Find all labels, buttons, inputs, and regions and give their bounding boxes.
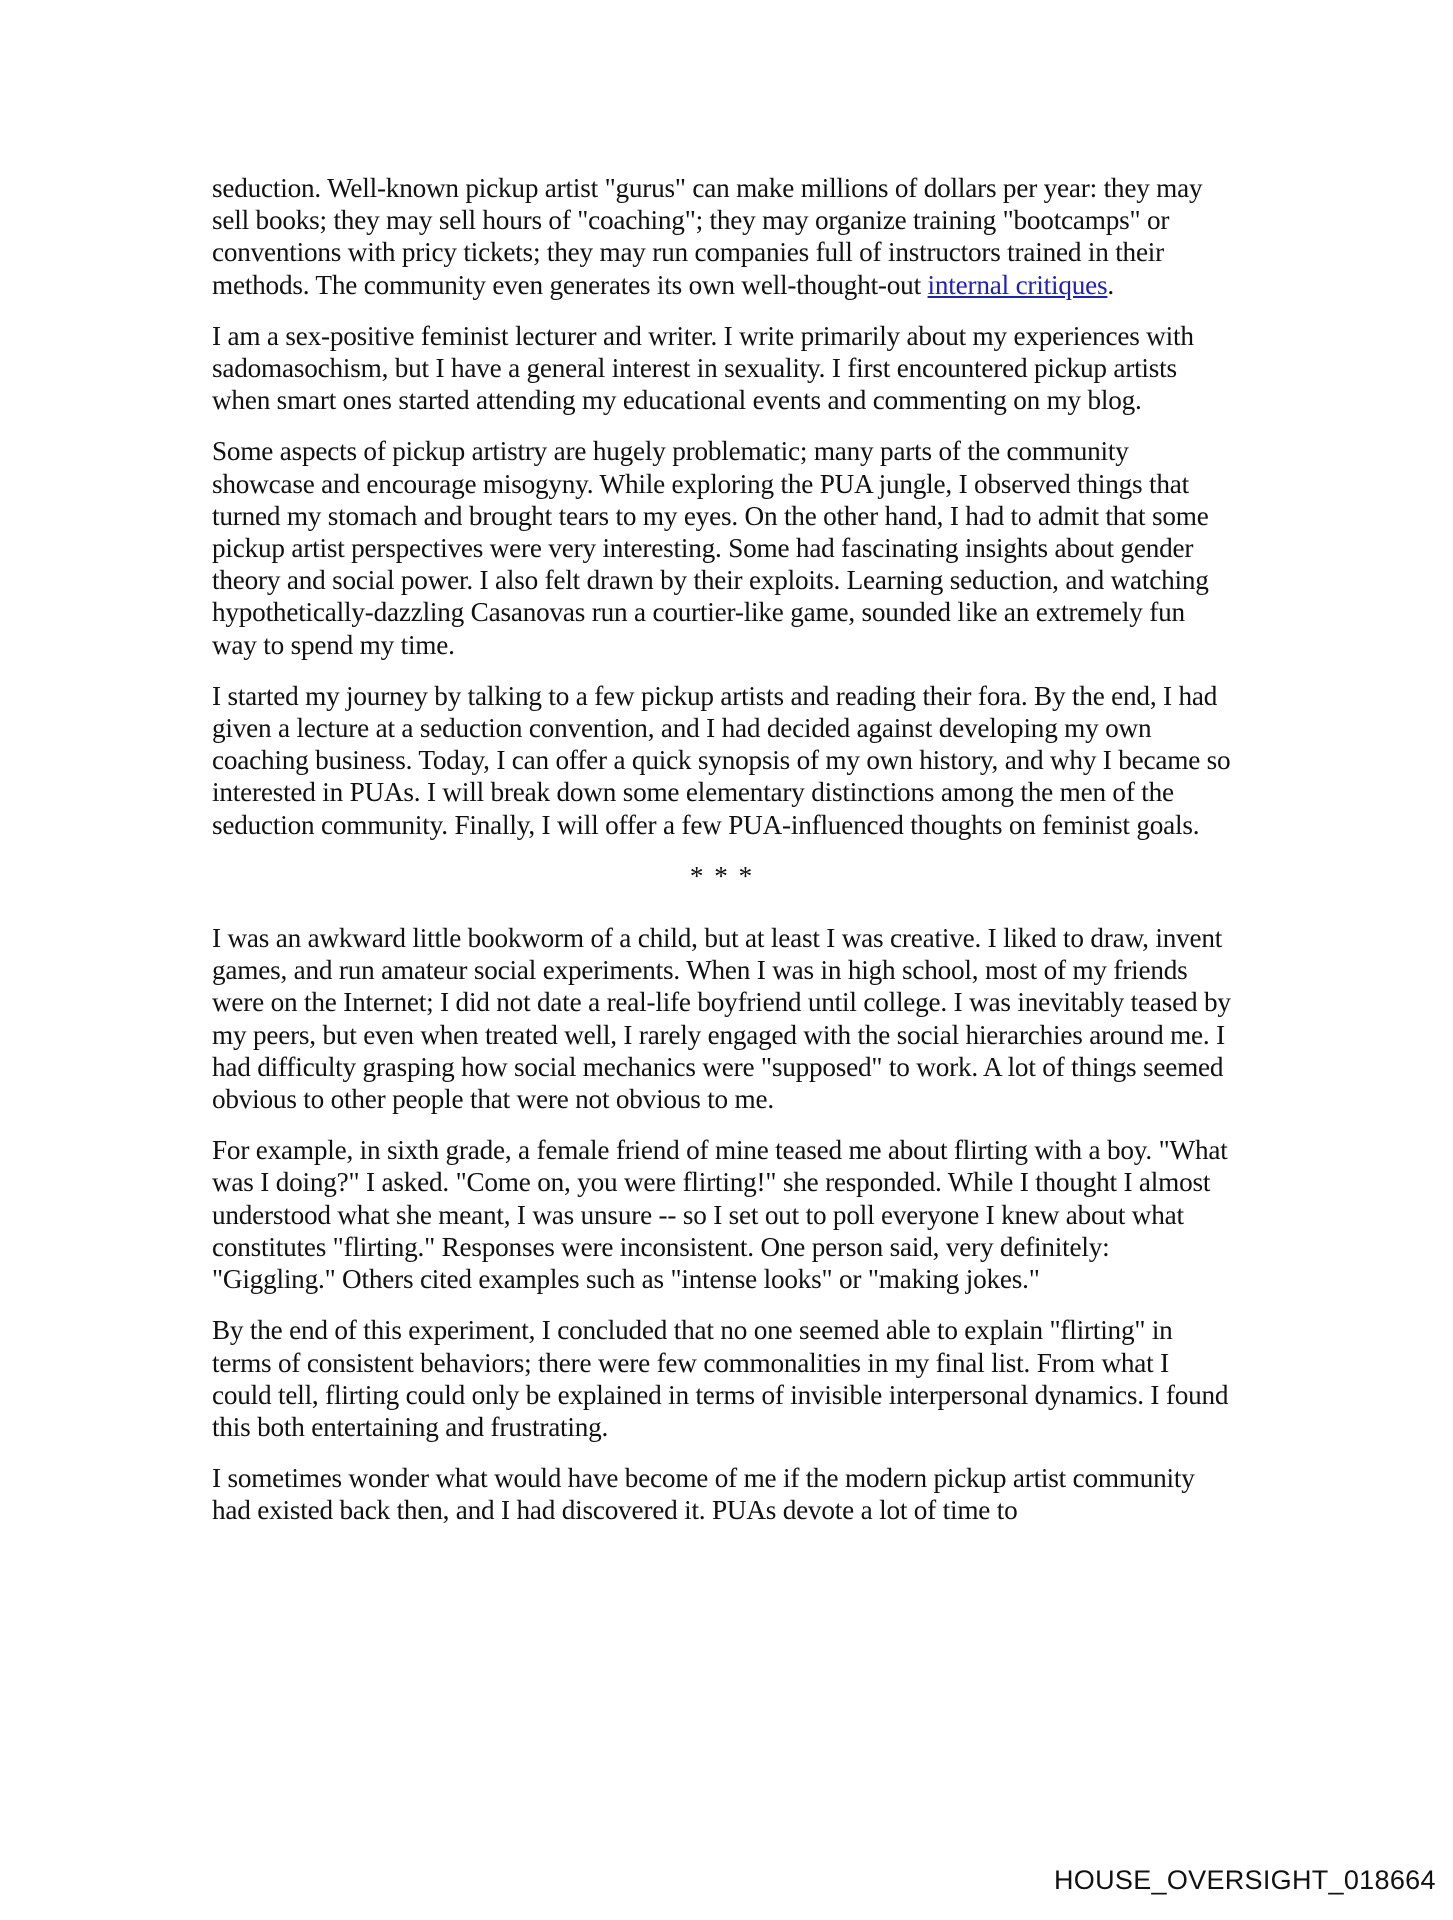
paragraph-flirting-example: For example, in sixth grade, a female friend of mine teased me about flirting with a boy. "What was I doing?" I asked. "Come on, you were flirting!" she responded. While I thought I almost understood what she meant, I was unsure -- so I set out to poll everyone I knew about what constitutes "flirting." Responses were inconsistent. One person said, very definitely: "Giggling." Others cited examples such as "intense looks" or "making jokes." [212, 1135, 1228, 1295]
internal-critiques-link[interactable]: internal critiques [927, 269, 1108, 300]
paragraph-problematic-aspects: Some aspects of pickup artistry are hugely problematic; many parts of the community showcase and encourage misogyny. While exploring the PUA jungle, I observed things that turned my stomach and brought tears to my eyes. On the other hand, I had to admit that some pickup artist perspectives were very interesting. Some had fascinating insights about gender theory and social power. I also felt drawn by their exploits. Learning seduction, and watching hypothetically-dazzling Casanovas run a courtier-like game, sounded like an extremely fun way to spend my time. [212, 436, 1209, 660]
paragraph-wonder: I sometimes wonder what would have become of me if the modern pickup artist community had existed back then, and I had discovered it. PUAs devote a lot of time to [212, 1463, 1195, 1526]
paragraph-text: seduction. Well-known pickup artist "gurus" can make millions of dollars per year: they may sell books; they may sell hours of "coaching"; they may organize training "bootcamps" or conventions with pricy tickets; they may run companies full of instructors trained in their methods. The community even generates its own well-thought-out [212, 173, 1203, 300]
paragraph-experiment-conclusion: By the end of this experiment, I concluded that no one seemed able to explain "flirting" in terms of consistent behaviors; there were few commonalities in my final list. From what I could tell, flirting could only be explained in terms of invisible interpersonal dynamics. I found this both entertaining and frustrating. [212, 1315, 1229, 1442]
paragraph-gurus [212, 172, 1232, 301]
paragraph-text-end: . [1107, 269, 1114, 300]
bates-stamp: HOUSE_OVERSIGHT_018664 [1054, 1865, 1436, 1895]
document-body [212, 172, 1232, 1546]
paragraph-author-intro: I am a sex-positive feminist lecturer and writer. I write primarily about my experiences with sadomasochism, but I have a general interest in sexuality. I first encountered pickup artists when smart ones started attending my educational events and commenting on my blog. [212, 320, 1194, 416]
section-separator: * * * [689, 860, 755, 891]
paragraph-journey: I started my journey by talking to a few pickup artists and reading their fora. By the end, I had given a lecture at a seduction convention, and I had decided against developing my own coaching business. Today, I can offer a quick synopsis of my own history, and why I became so interested in PUAs. I will break down some elementary distinctions among the men of the seduction community. Finally, I will offer a few PUA-influenced thoughts on feminist goals. [212, 680, 1231, 840]
paragraph-childhood: I was an awkward little bookworm of a child, but at least I was creative. I liked to draw, invent games, and run amateur social experiments. When I was in high school, most of my friends were on the Internet; I did not date a real-life boyfriend until college. I was inevitably teased by my peers, but even when treated well, I rarely engaged with the social hierarchies around me. I had difficulty grasping how social mechanics were "supposed" to work. A lot of things seemed obvious to other people that were not obvious to me. [212, 923, 1231, 1115]
